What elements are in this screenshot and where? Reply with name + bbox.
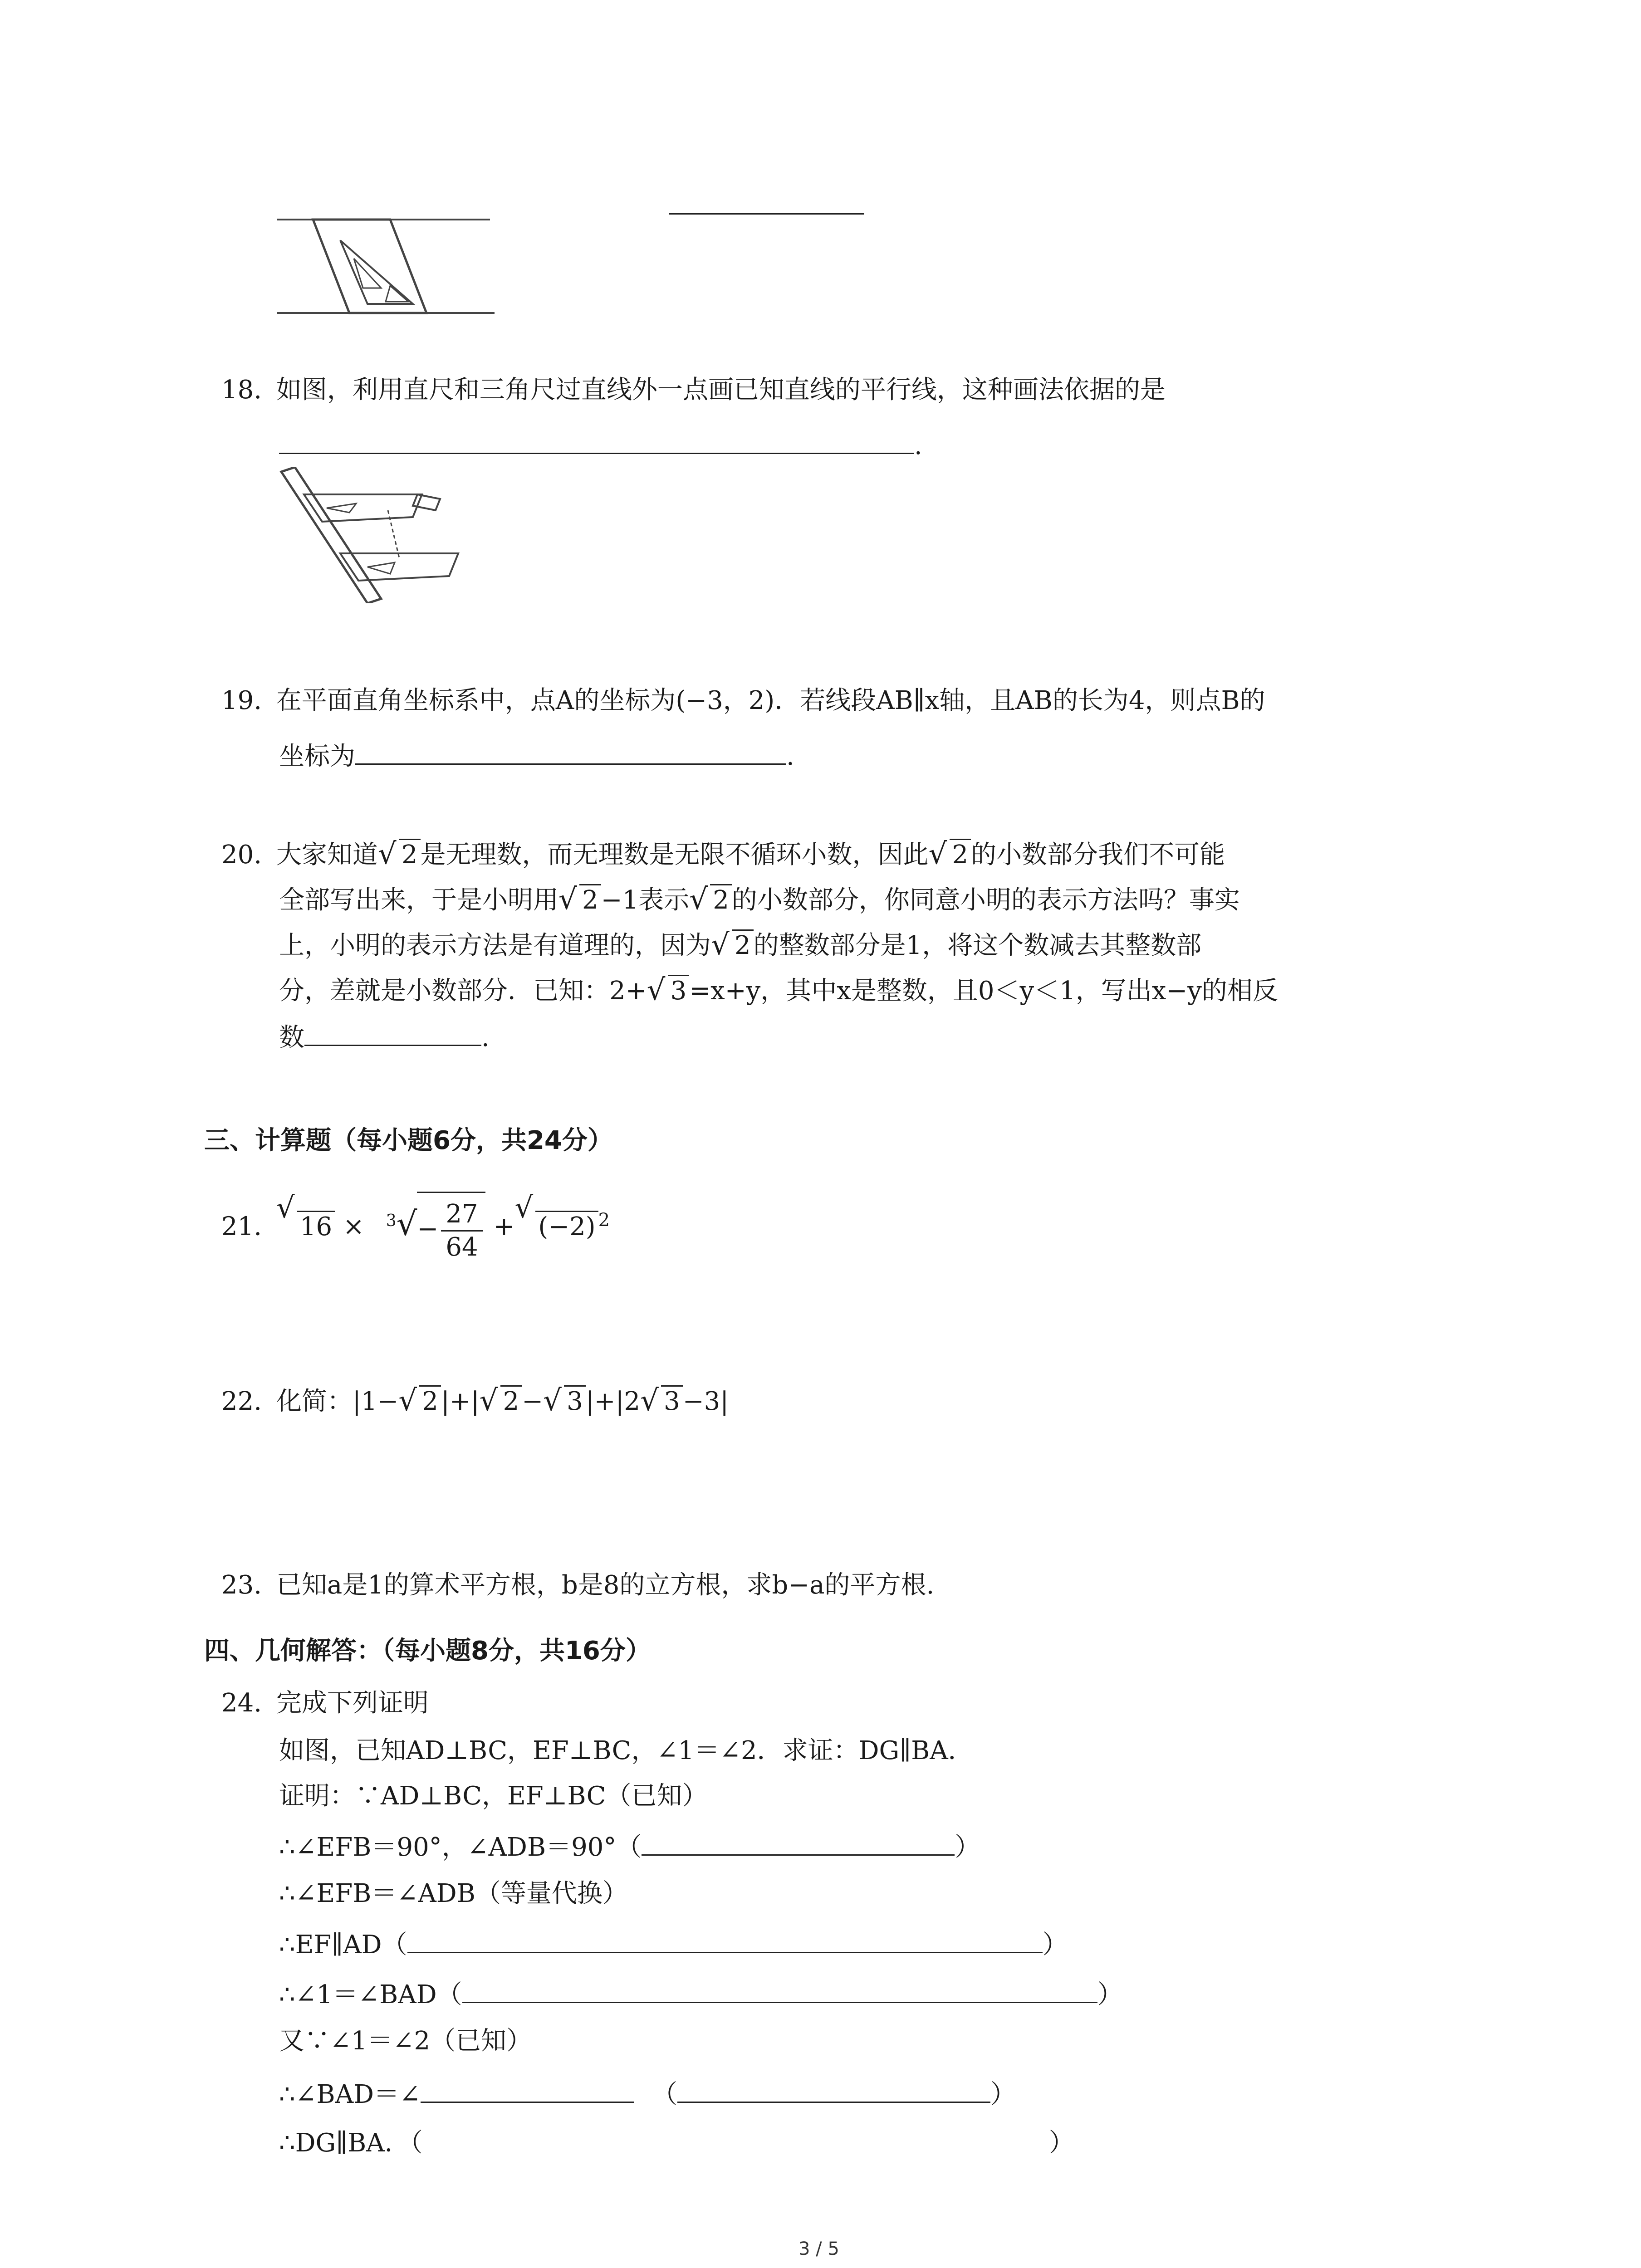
q20-line2: 全部写出来，于是小明用 √ 2 −1表示 √ 2 的小数部分，你同意小明的表示方法吗？事实 [279,882,1240,919]
q20-answer-blank[interactable] [304,1018,481,1046]
q22-expression: 22. 化简：|1− √ 2 |+| √ 2 − √ 3 |+|2 √ 3 −3| [221,1383,729,1420]
section-3-heading: 三、计算题（每小题6分，共24分） [204,1126,613,1155]
sqrt2: √ 2 [689,882,732,919]
q19-number: 19. [221,686,262,715]
q24-step5: 又∵∠1＝∠2（已知） [279,2026,532,2056]
section-4-heading: 四、几何解答：（每小题8分，共16分） [204,1636,651,1666]
q20-line1: 20. 大家知道 √ 2 是无理数，而无理数是无限不循环小数，因此 √ 2 的小数部分我们不可能 [221,837,1225,873]
q24-step6-reason-blank[interactable] [677,2075,990,2103]
sqrt2: √ 2 [398,1383,441,1420]
q19-answer-blank[interactable] [355,737,786,765]
q18-question [221,372,1166,408]
q19-question [221,683,1265,719]
sqrt3: √ 3 [640,1383,683,1420]
q24-step3: ∴EF∥AD（ ） [279,1926,1068,1963]
sqrt2: √ 2 [929,837,971,873]
sqrt2: √ 2 [711,928,754,964]
q24-proof-start: 证明：∵AD⊥BC，EF⊥BC（已知） [279,1781,708,1811]
sqrt2: √ 2 [480,1383,522,1420]
q24-step4-blank[interactable] [462,1975,1097,2003]
sqrt3: √ 3 [543,1383,586,1420]
q18-answer-blank[interactable] [279,426,914,454]
q17-ruler-triangle-figure [277,209,495,318]
sqrt16: √ 16 [276,1191,335,1263]
page-number: 3 / 5 [798,2239,839,2259]
q24-step1: ∴∠EFB＝90°，∠ADB＝90°（ ） [279,1828,980,1866]
q21-expression: 21. √ 16 × $^3$√− $\frac{27}{64}$ + √ (−2) $^2$ [221,1184,610,1256]
q19-text-line1: 在平面直角坐标系中，点A的坐标为(−3，2)．若线段AB∥x轴，且AB的长为4，则点B的 [276,686,1265,715]
sqrt2: √ 2 [378,837,421,873]
sqrt2: √ 2 [558,882,601,919]
q24-title: 24. 完成下列证明 [221,1688,429,1718]
q24-step6: ∴∠BAD＝∠ （ ） [279,2075,1016,2113]
q17-answer-blank[interactable] [669,213,864,215]
q24-step3-blank[interactable] [407,1926,1043,1953]
q19-answer-line: 坐标为 . [279,737,794,775]
q18-text: 如图，利用直尺和三角尺过直线外一点画已知直线的平行线，这种画法依据的是 [276,375,1166,405]
q24-step4: ∴∠1＝∠BAD（ ） [279,1975,1123,2013]
sqrt3: √ 3 [647,973,690,1009]
q24-given: 如图，已知AD⊥BC，EF⊥BC，∠1＝∠2．求证：DG∥BA． [279,1736,974,1765]
sqrt-neg2-squared: √ (−2) [514,1191,598,1263]
q24-step7: ∴DG∥BA．（ ） [279,2128,1074,2158]
q18-number: 18. [221,375,262,405]
q18-answer-line: . [279,426,922,464]
q24-step1-blank[interactable] [642,1828,955,1856]
q24-step6-angle-blank[interactable] [421,2075,634,2103]
fraction-27-64: $\frac{27}{64}$ [441,1198,482,1263]
q23-question: 23. 已知a是1的算术平方根，b是8的立方根，求b−a的平方根. [221,1570,935,1600]
q18-parallel-line-figure [277,467,467,603]
q20-line5: 数 . [279,1018,490,1056]
q20-number: 20. [221,840,262,870]
q20-line3: 上，小明的表示方法是有道理的，因为 √ 2 的整数部分是1，将这个数减去其整数部 [279,928,1201,964]
q20-line4: 分，差就是小数部分．已知：2+ √ 3 =x+y，其中x是整数，且0＜y＜1，写出x−y的相反 [279,973,1278,1009]
q24-step2: ∴∠EFB＝∠ADB（等量代换） [279,1879,628,1908]
cube-root-sign: √ [396,1204,417,1243]
